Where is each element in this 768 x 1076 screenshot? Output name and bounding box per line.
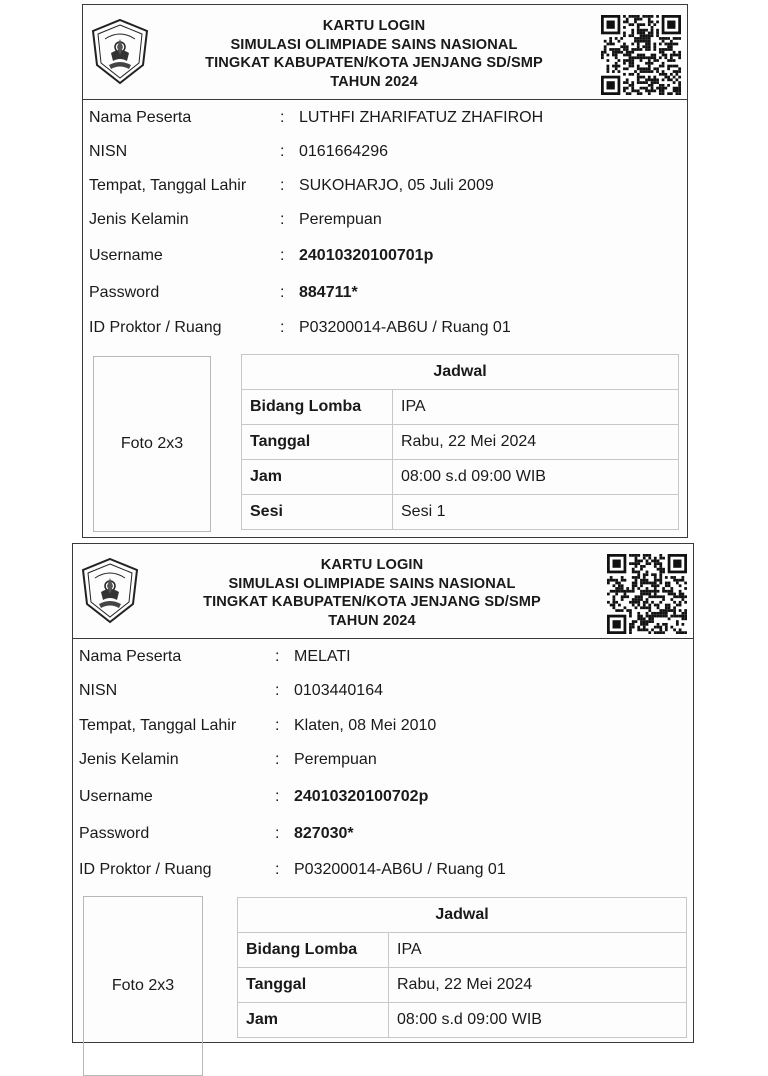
photo-placeholder [83,896,203,1076]
tut-wuri-handayani-logo [87,17,153,87]
field-separator: : [280,247,285,264]
field-separator: : [275,861,280,878]
field-label: Nama Peserta [79,648,182,665]
field-separator: : [275,648,280,665]
field-label: Username [89,247,163,264]
field-separator: : [280,143,285,160]
card-header [83,5,687,100]
password-value: 827030* [294,825,354,842]
field-label: Password [79,825,150,842]
schedule-key: Bidang Lomba [238,933,389,968]
field-label: ID Proktor / Ruang [89,319,222,336]
field-separator: : [275,751,280,768]
field-separator: : [280,177,285,194]
schedule-value: 08:00 s.d 09:00 WIB [393,460,679,495]
field-label: Password [89,284,160,301]
field-value: Klaten, 08 Mei 2010 [294,717,437,734]
password-value: 884711* [299,284,358,301]
login-card-2 [72,543,694,1043]
schedule-row [242,425,679,460]
title-line-4: TAHUN 2024 [330,73,418,90]
field-label: Tempat, Tanggal Lahir [89,177,247,194]
photo-label: Foto 2x3 [120,435,184,452]
title-line-1: KARTU LOGIN [322,18,426,34]
schedule-value: 08:00 s.d 09:00 WIB [389,1003,687,1038]
schedule-header-row [242,355,679,390]
title-line-3: TINGKAT KABUPATEN/KOTA JENJANG SD/SMP [205,55,543,71]
field-label: Jenis Kelamin [89,211,189,228]
field-separator: : [275,682,280,699]
field-label: NISN [89,143,128,160]
field-label: Jenis Kelamin [79,751,179,768]
field-separator: : [280,109,285,126]
field-value: MELATI [294,648,351,665]
field-value: 0161664296 [299,143,388,160]
schedule-value: Sesi 1 [393,495,679,530]
qr-code [601,15,681,95]
field-label: Nama Peserta [89,109,192,126]
schedule-value: Rabu, 22 Mei 2024 [393,425,679,460]
title-line-2: SIMULASI OLIMPIADE SAINS NASIONAL [230,36,518,53]
field-value: Perempuan [299,211,382,228]
card-header [73,544,693,639]
schedule-key: Jam [242,460,393,495]
photo-placeholder [93,356,211,532]
field-label: ID Proktor / Ruang [79,861,212,878]
schedule-value: IPA [389,933,687,968]
schedule-key: Jam [238,1003,389,1038]
username-value: 24010320100701p [299,247,434,264]
schedule-key: Sesi [242,495,393,530]
field-value: P03200014-AB6U / Ruang 01 [299,319,511,336]
field-separator: : [275,825,280,842]
field-separator: : [275,788,280,805]
card-title [153,17,595,91]
schedule-title: Jadwal [242,355,679,390]
schedule-key: Tanggal [238,968,389,1003]
field-label: Tempat, Tanggal Lahir [79,717,237,734]
field-value: SUKOHARJO, 05 Juli 2009 [299,177,494,194]
field-separator: : [280,319,285,336]
schedule-value: Rabu, 22 Mei 2024 [389,968,687,1003]
card-title [143,556,601,630]
schedule-table [241,354,679,530]
schedule-title: Jadwal [238,898,687,933]
field-value: P03200014-AB6U / Ruang 01 [294,861,506,878]
schedule-row [238,968,687,1003]
title-line-2: SIMULASI OLIMPIADE SAINS NASIONAL [228,575,516,592]
field-value: Perempuan [294,751,377,768]
schedule-key: Tanggal [242,425,393,460]
photo-label: Foto 2x3 [111,977,175,994]
schedule-row [242,495,679,530]
field-label: Username [79,788,153,805]
title-line-4: TAHUN 2024 [328,612,416,629]
field-label: NISN [79,682,118,699]
schedule-key: Bidang Lomba [242,390,393,425]
schedule-table [237,897,687,1038]
schedule-row [242,460,679,495]
field-value: 0103440164 [294,682,383,699]
schedule-row [238,933,687,968]
schedule-header-row [238,898,687,933]
title-line-3: TINGKAT KABUPATEN/KOTA JENJANG SD/SMP [203,594,541,610]
field-value: LUTHFI ZHARIFATUZ ZHAFIROH [299,109,544,126]
schedule-row [242,390,679,425]
schedule-value: IPA [393,390,679,425]
title-line-1: KARTU LOGIN [320,557,424,573]
qr-code [607,554,687,634]
tut-wuri-handayani-logo [77,556,143,626]
username-value: 24010320100702p [294,788,429,805]
field-separator: : [280,284,285,301]
field-separator: : [280,211,285,228]
schedule-row [238,1003,687,1038]
login-card-1 [82,4,688,538]
field-separator: : [275,717,280,734]
